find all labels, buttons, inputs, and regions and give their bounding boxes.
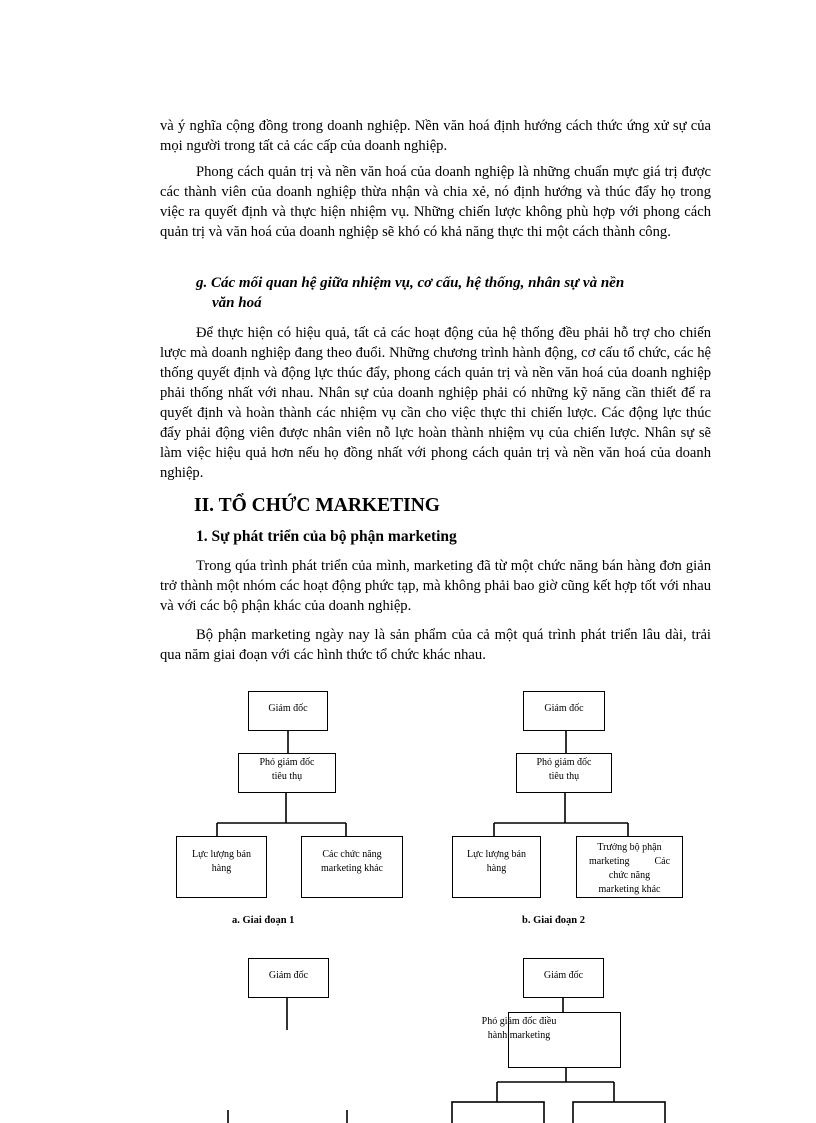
box-b-head-line-3: chức năng — [608, 870, 651, 881]
box-b-sales-force — [452, 836, 541, 898]
box-d-vice-line-1: Phó giám đốc điều — [481, 1016, 557, 1027]
box-a-director-label: Giám đốc — [268, 703, 308, 714]
box-a-vice-line-1: Phó giám đốc — [259, 757, 315, 768]
box-b-sales-line-2: hàng — [486, 863, 507, 874]
subheading-line-2: văn hoá — [212, 295, 262, 311]
box-b-vice-director — [516, 753, 612, 793]
box-b-director — [523, 691, 605, 731]
box-d-director-label: Giám đốc — [543, 970, 584, 981]
caption-stage-1: a. Giai đoạn 1 — [232, 915, 295, 926]
subsection-heading-1: 1. Sự phát triển của bộ phận marketing — [196, 528, 457, 545]
box-a-sales-line-1: Lực lượng bán — [192, 849, 251, 860]
box-d-director — [523, 958, 604, 998]
box-d-vice-line-2: hành marketing — [487, 1030, 551, 1041]
box-b-marketing-head — [576, 836, 683, 898]
box-a-other-functions — [301, 836, 403, 898]
box-d-vice-label — [464, 1015, 574, 1043]
box-c-director — [248, 958, 329, 998]
subheading-line-1: g. Các mối quan hệ giữa nhiệm vụ, cơ cấu, hệ thống, nhân sự và nền — [196, 275, 625, 291]
box-b-vice-line-2: tiêu thụ — [548, 771, 580, 782]
box-c-director-label: Giám đốc — [268, 970, 309, 981]
box-a-director — [248, 691, 328, 731]
box-b-head-line-1: Trưởng bộ phận — [597, 842, 662, 853]
box-a-vice-line-2: tiêu thụ — [271, 771, 303, 782]
paragraph-3-text: Để thực hiện có hiệu quả, tất cả các hoạt động của hệ thống đều phải hỗ trợ cho chiến lược mà doanh nghiệp đang theo đuổi. Những chương trình hành động, cơ cấu tổ chức, các hệ thống quyết định và động lực thúc đẩy, phong cách quản trị và nền văn hoá của doanh nghiệp phải thống nhất với nhau. Nhân sự của doanh nghiệp phải có những kỹ năng cần thiết để ra quyết định và hoàn thành các nhiệm vụ cần cho việc thực thi chiến lược. Các động lực thúc đẩy phải động viên được nhân viên nỗ lực hoàn thành nhiệm vụ của chiến lược. Nhân sự sẽ làm việc hiệu quả hơn nếu họ đồng nhất với phong cách quản trị và nền văn hoá của doanh nghiệp. — [160, 325, 711, 481]
paragraph-5-text: Bộ phận marketing ngày nay là sản phẩm của cả một quá trình phát triển lâu dài, trải qua năm giai đoạn với các hình thức tổ chức khác nhau. — [160, 627, 711, 663]
paragraph-1-text: và ý nghĩa cộng đồng trong doanh nghiệp. Nền văn hoá định hướng cách thức ứng xử sự của mọi người trong tất cả các cấp của doanh nghiệp. — [160, 118, 711, 154]
box-a-sales-force — [176, 836, 267, 898]
box-a-other-line-1: Các chức năng — [322, 849, 382, 860]
box-b-sales-line-1: Lực lượng bán — [467, 849, 526, 860]
box-d-right-partial — [573, 1102, 665, 1123]
box-b-head-line-2: marketing Các — [588, 856, 671, 867]
paragraph-2-text: Phong cách quản trị và nền văn hoá của doanh nghiệp là những chuẩn mực giá trị được các thành viên của doanh nghiệp thừa nhận và chia xẻ, nó định hướng và thúc đẩy họ trong việc ra quyết định và thực hiện nhiệm vụ. Những chiến lược không phù hợp với phong cách quản trị và văn hoá của doanh nghiệp sẽ khó có khả năng thực thi một cách thành công. — [160, 164, 711, 240]
box-a-other-line-2: marketing khác — [321, 863, 383, 874]
box-a-sales-line-2: hàng — [211, 863, 232, 874]
box-a-vice-director — [238, 753, 336, 793]
paragraph-4-text: Trong qúa trình phát triển của mình, marketing đã từ một chức năng bán hàng đơn giản trở thành một nhóm các hoạt động phức tạp, mà không phải bao giờ cũng kết hợp tốt với nhau và với các bộ phận khác của doanh nghiệp. — [160, 558, 711, 614]
box-d-left-partial — [452, 1102, 544, 1123]
box-b-head-line-4: marketing khác — [598, 884, 661, 895]
section-heading-ii: II. TỔ CHỨC MARKETING — [194, 495, 440, 516]
box-b-director-label: Giám đốc — [544, 703, 584, 714]
box-b-vice-line-1: Phó giám đốc — [536, 757, 592, 768]
caption-stage-2: b. Giai đoạn 2 — [522, 915, 586, 926]
